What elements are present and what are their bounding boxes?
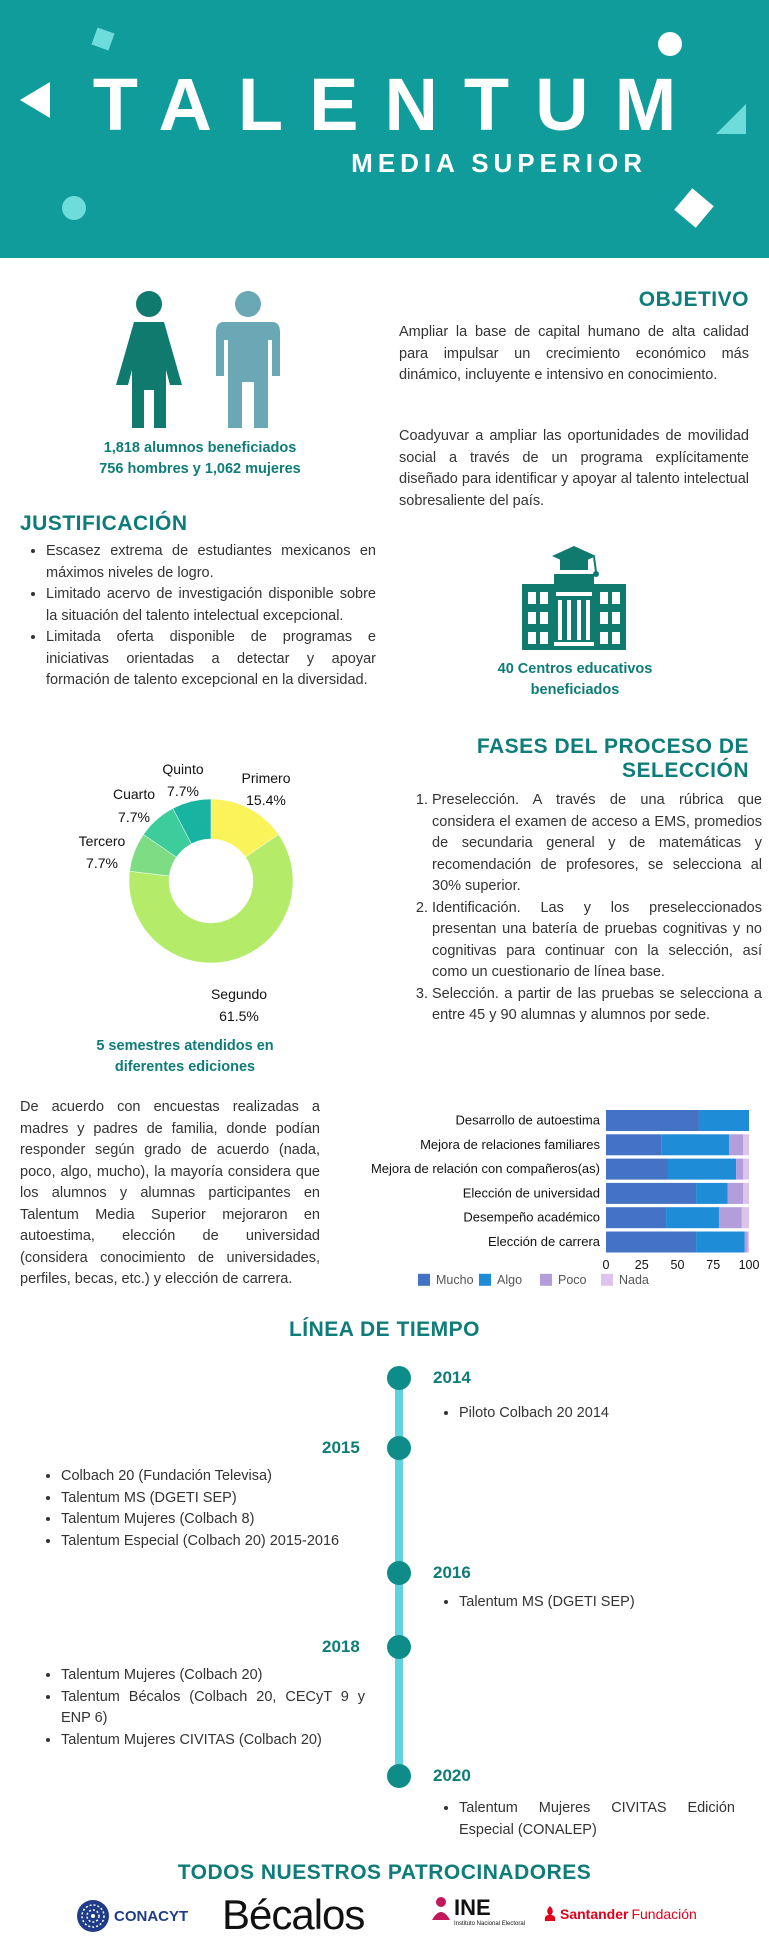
list-item: • Limitada oferta disponible de programas e iniciativas orientadas a detectar y apoyar formación de talento excepcional en la diversidad. [46,627,376,692]
bar-segment-algo [662,1134,729,1155]
timeline-title: LÍNEA DE TIEMPO [288,1318,481,1341]
timeline-year-2014: 2014 [433,1368,471,1387]
bar-segment-poco [729,1134,743,1155]
timeline-items-2020 [441,1798,735,1841]
encuesta-paragraph: De acuerdo con encuestas realizadas a madres y padres de familia, donde podían responder según grado de acuerdo (nada, poco, algo, mucho), la mayoría considera que los alumnos y alumnas participantes en Talentum Media Superior mejoraron en autoestima, elección de universidad (considera conocimiento de universidades, perfiles, becas, etc.) y elección de carrera. [20,1099,320,1287]
objetivo-paragraph-2: Coadyuvar a ampliar las oportunidades de movilidad social a través de un programa explícitamente diseñado para identificar y apoyar al talento intelectual sobresaliente del país. [399,428,749,509]
bar-segment-mucho [606,1110,699,1131]
bar-segment-algo [696,1232,745,1253]
x-tick-label: 75 [706,1257,721,1272]
bar-segment-algo [666,1207,719,1228]
page-subtitle: MEDIA SUPERIOR [351,148,647,178]
bar-segment-nada [748,1232,749,1253]
timeline-year-2015: 2015 [322,1438,360,1457]
list-item: • Talentum Especial (Colbach 20) 2015-2016 [61,1531,363,1553]
bar-segment-poco [719,1207,742,1228]
bar-category-label: Mejora de relaciones familiares [420,1136,600,1152]
ine-fullname: Instituto Nacional Electoral [454,1921,526,1927]
list-item: • Talentum Mujeres (Colbach 20) [61,1665,365,1687]
man-icon [210,290,286,430]
semestres-caption [40,1036,330,1078]
legend-label-nada: Nada [619,1272,649,1287]
timeline-items-2018 [43,1665,365,1751]
bar-segment-nada [742,1207,749,1228]
centros-caption [450,659,700,701]
list-item: 3. Selección. a partir de las pruebas se selecciona a entre 45 y 90 alumnas y alumnos por sede. [432,984,762,1027]
list-item: • Talentum Mujeres CIVITAS Edición Especial (CONALEP) [459,1798,735,1841]
ine-emblem-icon [430,1896,452,1920]
bar-segment-poco [736,1159,743,1180]
x-tick-label: 50 [670,1257,685,1272]
woman-icon [112,290,186,430]
bar-category-label: Elección de universidad [462,1185,600,1201]
label-segundo: Segundo [210,986,268,1002]
bar-category-label: Desarrollo de autoestima [455,1112,600,1128]
bar-segment-poco [745,1232,748,1253]
x-tick-label: 25 [634,1257,649,1272]
becalos-wordmark: Bécalos [222,1891,365,1938]
legend-swatch-nada [601,1274,613,1286]
label-tercero: Tercero [78,833,126,849]
value-cuarto: 7.7% [118,809,150,825]
fases-title-line-1: FASES DEL PROCESO DE [476,735,749,758]
timeline-dot-2015 [387,1436,411,1460]
list-item: • Colbach 20 (Fundación Televisa) [61,1466,363,1488]
bar-segment-nada [743,1134,749,1155]
semestres-line-2: diferentes ediciones [114,1059,256,1075]
legend-swatch-mucho [418,1274,430,1286]
timeline-year-2018: 2018 [322,1637,360,1656]
bar-segment-mucho [606,1134,662,1155]
list-item: • Talentum MS (DGETI SEP) [459,1592,741,1614]
becalos-logo [222,1890,364,1940]
legend-swatch-algo [479,1274,491,1286]
value-segundo: 61.5% [219,1008,259,1024]
bar-segment-mucho [606,1159,667,1180]
header-banner [0,0,769,258]
legend-label-algo: Algo [497,1272,523,1287]
timeline-dot-2014 [387,1366,411,1390]
legend-label-poco: Poco [558,1272,587,1287]
encuesta-stacked-bar-chart [330,1100,769,1300]
bar-segment-nada [743,1183,749,1204]
fases-title [477,735,749,783]
bar-segment-nada [743,1159,749,1180]
bar-segment-mucho [606,1207,666,1228]
legend-label-mucho: Mucho [436,1272,474,1287]
ine-logo [430,1896,525,1928]
decor-circle [658,32,682,56]
bar-segment-algo [667,1159,736,1180]
timeline-items-2014 [441,1403,741,1425]
decor-circle [62,196,86,220]
list-item: • Limitado acervo de investigación disponible sobre la situación del talento intelectual excepcional. [46,584,376,627]
santander-wordmark: Santander [560,1906,629,1922]
list-item: • Escasez extrema de estudiantes mexicanos en máximos niveles de logro. [46,541,376,584]
bar-segment-mucho [606,1183,696,1204]
justificacion-title: JUSTIFICACIÓN [20,512,188,535]
bar-category-label: Elección de carrera [488,1234,600,1249]
list-item: 1. Preselección. A través de una rúbrica que considera el examen de acceso a EMS, promedios de secundaria general y de matemáticas y recomendación de profesores, se selecciona al 30% superior. [432,790,762,898]
list-item: • Talentum Mujeres (Colbach 8) [61,1509,363,1531]
bar-category-label: Mejora de relación con compañeros(as) [370,1161,600,1177]
page-title: TALENTUM [92,63,703,146]
decor-diamond [674,188,713,227]
timeline-dot-2016 [387,1561,411,1585]
value-primero: 15.4% [246,792,286,808]
bar-segment-algo [699,1110,749,1131]
decor-square [91,27,114,50]
justificacion-list [26,541,376,692]
value-quinto: 7.7% [167,783,199,799]
beneficiaries-total: 1,818 alumnos beneficiados [103,440,297,456]
label-primero: Primero [241,770,291,786]
timeline-dot-2018 [387,1635,411,1659]
semestres-line-1: 5 semestres atendidos en [96,1038,274,1054]
list-item: • Talentum Mujeres CIVITAS (Colbach 20) [61,1730,365,1752]
list-item: 2. Identificación. Las y los preseleccionados presentan una batería de pruebas cognitivas y no cognitivas para continuar con la selección, así como un cuestionario de línea base. [432,898,762,984]
conacyt-logo [76,1898,188,1934]
centros-suffix: beneficiados [530,682,620,698]
fases-title-line-2: SELECCIÓN [621,759,749,782]
objetivo-title: OBJETIVO [638,288,749,311]
centros-total: 40 Centros educativos [497,661,653,677]
bar-segment-mucho [606,1232,696,1253]
objetivo-paragraph-1: Ampliar la base de capital humano de alta calidad para impulsar un crecimiento económico más dinámico, incluyente e intensivo en conocimiento. [399,324,749,383]
list-item: • Talentum Bécalos (Colbach 20, CECyT 9 y ENP 6) [61,1687,365,1730]
legend-swatch-poco [540,1274,552,1286]
value-tercero: 7.7% [86,855,118,871]
list-item: • Talentum MS (DGETI SEP) [61,1488,363,1510]
label-quinto: Quinto [162,761,204,777]
conacyt-wordmark: CONACYT [114,1907,189,1925]
santander-fundacion: Fundación [631,1906,697,1922]
bar-segment-poco [728,1183,744,1204]
conacyt-emblem-icon [76,1899,110,1933]
x-tick-label: 0 [602,1257,610,1272]
list-item: • Piloto Colbach 20 2014 [459,1403,741,1425]
beneficiaries-breakdown: 756 hombres y 1,062 mujeres [99,461,301,477]
santander-flame-icon [543,1906,557,1922]
beneficiaries-caption [60,438,340,480]
school-building-icon [520,544,628,652]
bar-category-label: Desempeño académico [463,1209,600,1225]
timeline-dot-2020 [387,1764,411,1788]
semestres-donut-chart [40,750,340,1035]
ine-wordmark: INE [454,1895,491,1920]
x-tick-label: 100 [738,1257,760,1272]
label-cuarto: Cuarto [112,786,156,802]
sponsors-title: TODOS NUESTROS PATROCINADORES [177,1861,592,1884]
santander-logo [543,1906,697,1922]
fases-list [414,790,762,1027]
timeline-items-2015 [43,1466,363,1552]
timeline-items-2016 [441,1592,741,1614]
timeline-year-2020: 2020 [433,1766,471,1785]
bar-segment-algo [696,1183,727,1204]
timeline-year-2016: 2016 [433,1563,471,1582]
